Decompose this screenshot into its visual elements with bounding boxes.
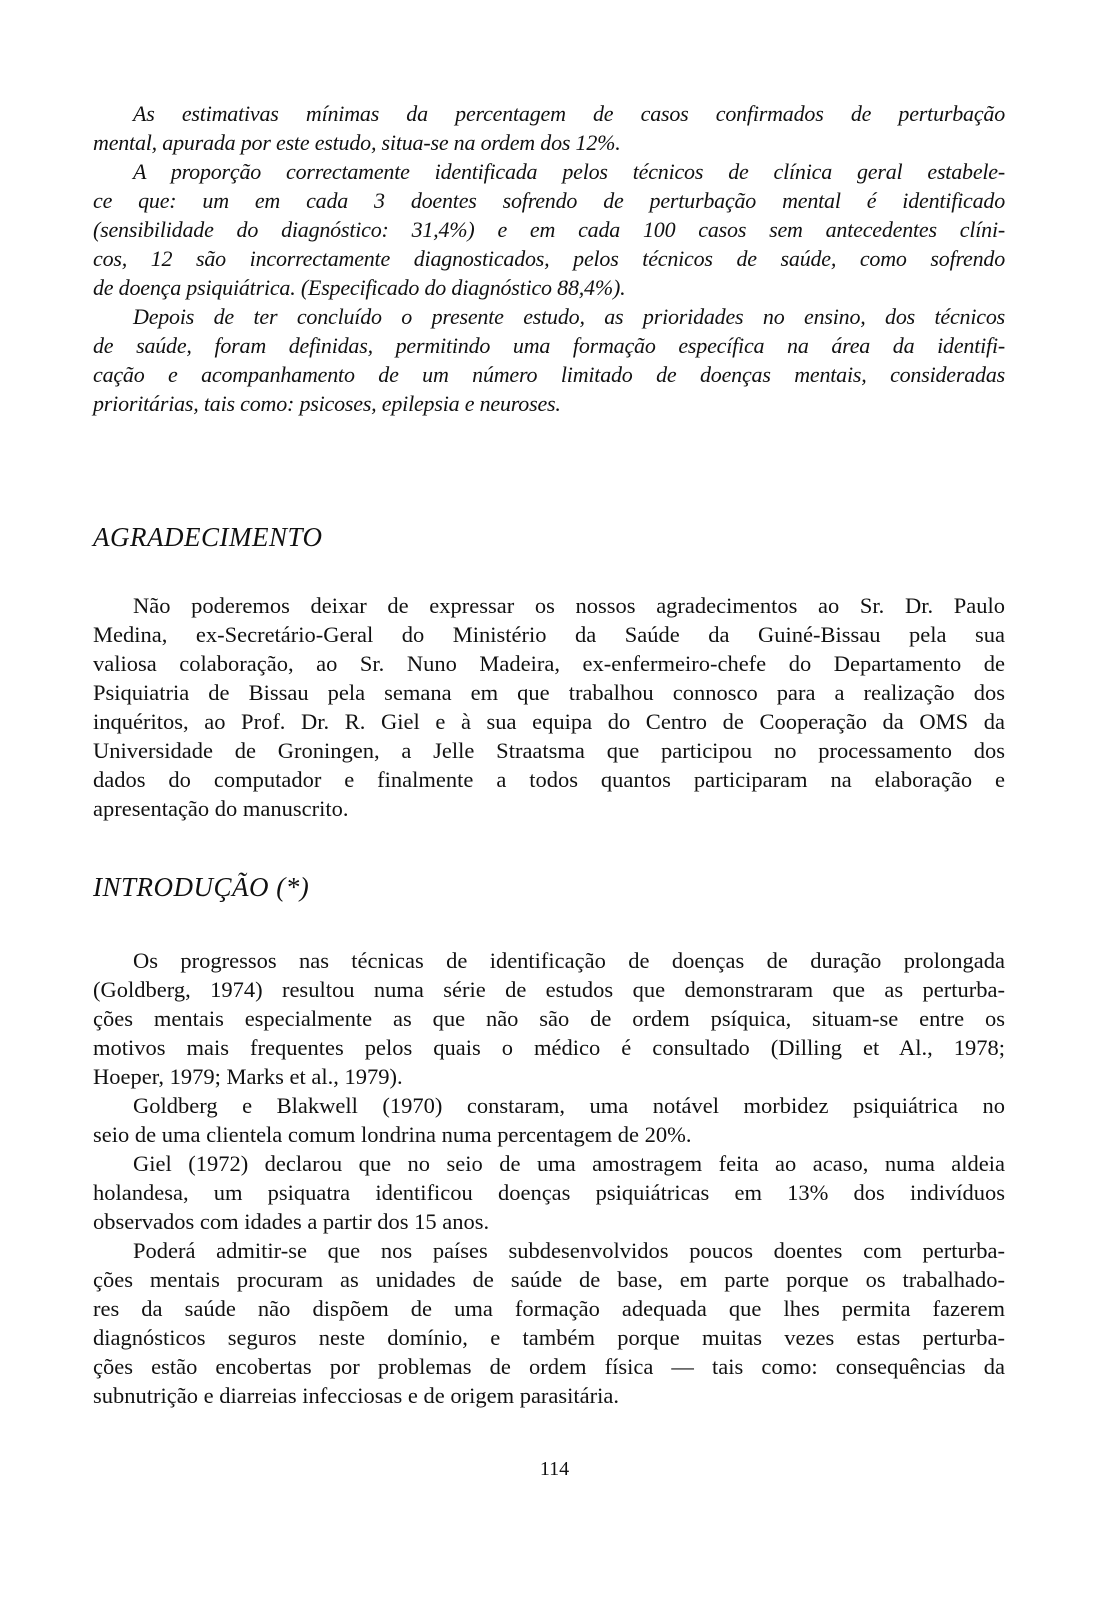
text-line: Não poderemos deixar de expressar os nossos agradecimentos ao Sr. Dr. Paulo <box>133 593 1005 618</box>
text-line: Depois de ter concluído o presente estudo, as prioridades no ensino, dos técnicos <box>133 304 1005 329</box>
text-line: seio de uma clientela comum londrina numa percentagem de 20%. <box>93 1122 692 1147</box>
text-line: de saúde, foram definidas, permitindo uma formação específica na área da identifi- <box>93 333 1005 358</box>
introduction-text <box>93 946 1005 1410</box>
text-line: A proporção correctamente identificada pelos técnicos de clínica geral estabele- <box>133 159 1005 184</box>
text-line: motivos mais frequentes pelos quais o médico é consultado (Dilling et Al., 1978; <box>93 1035 1005 1060</box>
text-line: res da saúde não dispõem de uma formação adequada que lhes permita fazerem <box>93 1296 1005 1321</box>
text-line: valiosa colaboração, ao Sr. Nuno Madeira, ex-enfermeiro-chefe do Departamento de <box>93 651 1005 676</box>
text-line: prioritárias, tais como: psicoses, epilepsia e neuroses. <box>93 391 561 416</box>
summary-text <box>93 99 1005 418</box>
acknowledgement-text <box>93 591 1005 823</box>
text-line: observados com idades a partir dos 15 anos. <box>93 1209 490 1234</box>
text-line: Goldberg e Blakwell (1970) constaram, uma notável morbidez psiquiátrica no <box>133 1093 1005 1118</box>
text-line: cação e acompanhamento de um número limitado de doenças mentais, consideradas <box>93 362 1005 387</box>
section-heading-agradecimento: AGRADECIMENTO <box>93 522 323 552</box>
text-line: Os progressos nas técnicas de identificação de doenças de duração prolongada <box>133 948 1005 973</box>
text-line: mental, apurada por este estudo, situa-se na ordem dos 12%. <box>93 130 621 155</box>
text-line: de doença psiquiátrica. (Especificado do diagnóstico 88,4%). <box>93 275 626 300</box>
text-line: inquéritos, ao Prof. Dr. R. Giel e à sua equipa do Centro de Cooperação da OMS da <box>93 709 1005 734</box>
text-line: Giel (1972) declarou que no seio de uma amostragem feita ao acaso, numa aldeia <box>133 1151 1005 1176</box>
text-line: cos, 12 são incorrectamente diagnosticados, pelos técnicos de saúde, como sofrendo <box>93 246 1005 271</box>
text-line: apresentação do manuscrito. <box>93 796 349 821</box>
text-line: subnutrição e diarreias infecciosas e de origem parasitária. <box>93 1383 620 1408</box>
section-heading-introducao: INTRODUÇÃO (*) <box>93 872 310 902</box>
page-number: 114 <box>539 1458 570 1480</box>
text-line: dados do computador e finalmente a todos quantos participaram na elaboração e <box>93 767 1005 792</box>
text-line: ce que: um em cada 3 doentes sofrendo de perturbação mental é identificado <box>93 188 1005 213</box>
text-line: (sensibilidade do diagnóstico: 31,4%) e em cada 100 casos sem antecedentes clíni- <box>93 217 1005 242</box>
text-line: holandesa, um psiquatra identificou doenças psiquiátricas em 13% dos indivíduos <box>93 1180 1005 1205</box>
text-line: diagnósticos seguros neste domínio, e também porque muitas vezes estas perturba- <box>93 1325 1005 1350</box>
text-line: Poderá admitir-se que nos países subdesenvolvidos poucos doentes com perturba- <box>133 1238 1005 1263</box>
text-line: Hoeper, 1979; Marks et al., 1979). <box>93 1064 403 1089</box>
text-line: Psiquiatria de Bissau pela semana em que trabalhou connosco para a realização dos <box>93 680 1005 705</box>
text-line: As estimativas mínimas da percentagem de casos confirmados de perturbação <box>133 101 1005 126</box>
text-line: Medina, ex-Secretário-Geral do Ministério da Saúde da Guiné-Bissau pela sua <box>93 622 1005 647</box>
text-line: (Goldberg, 1974) resultou numa série de estudos que demonstraram que as perturba- <box>93 977 1005 1002</box>
text-line: ções estão encobertas por problemas de ordem física — tais como: consequências da <box>93 1354 1005 1379</box>
text-line: ções mentais procuram as unidades de saúde de base, em parte porque os trabalhado- <box>93 1267 1005 1292</box>
text-line: Universidade de Groningen, a Jelle Straatsma que participou no processamento dos <box>93 738 1005 763</box>
text-line: ções mentais especialmente as que não são de ordem psíquica, situam-se entre os <box>93 1006 1005 1031</box>
